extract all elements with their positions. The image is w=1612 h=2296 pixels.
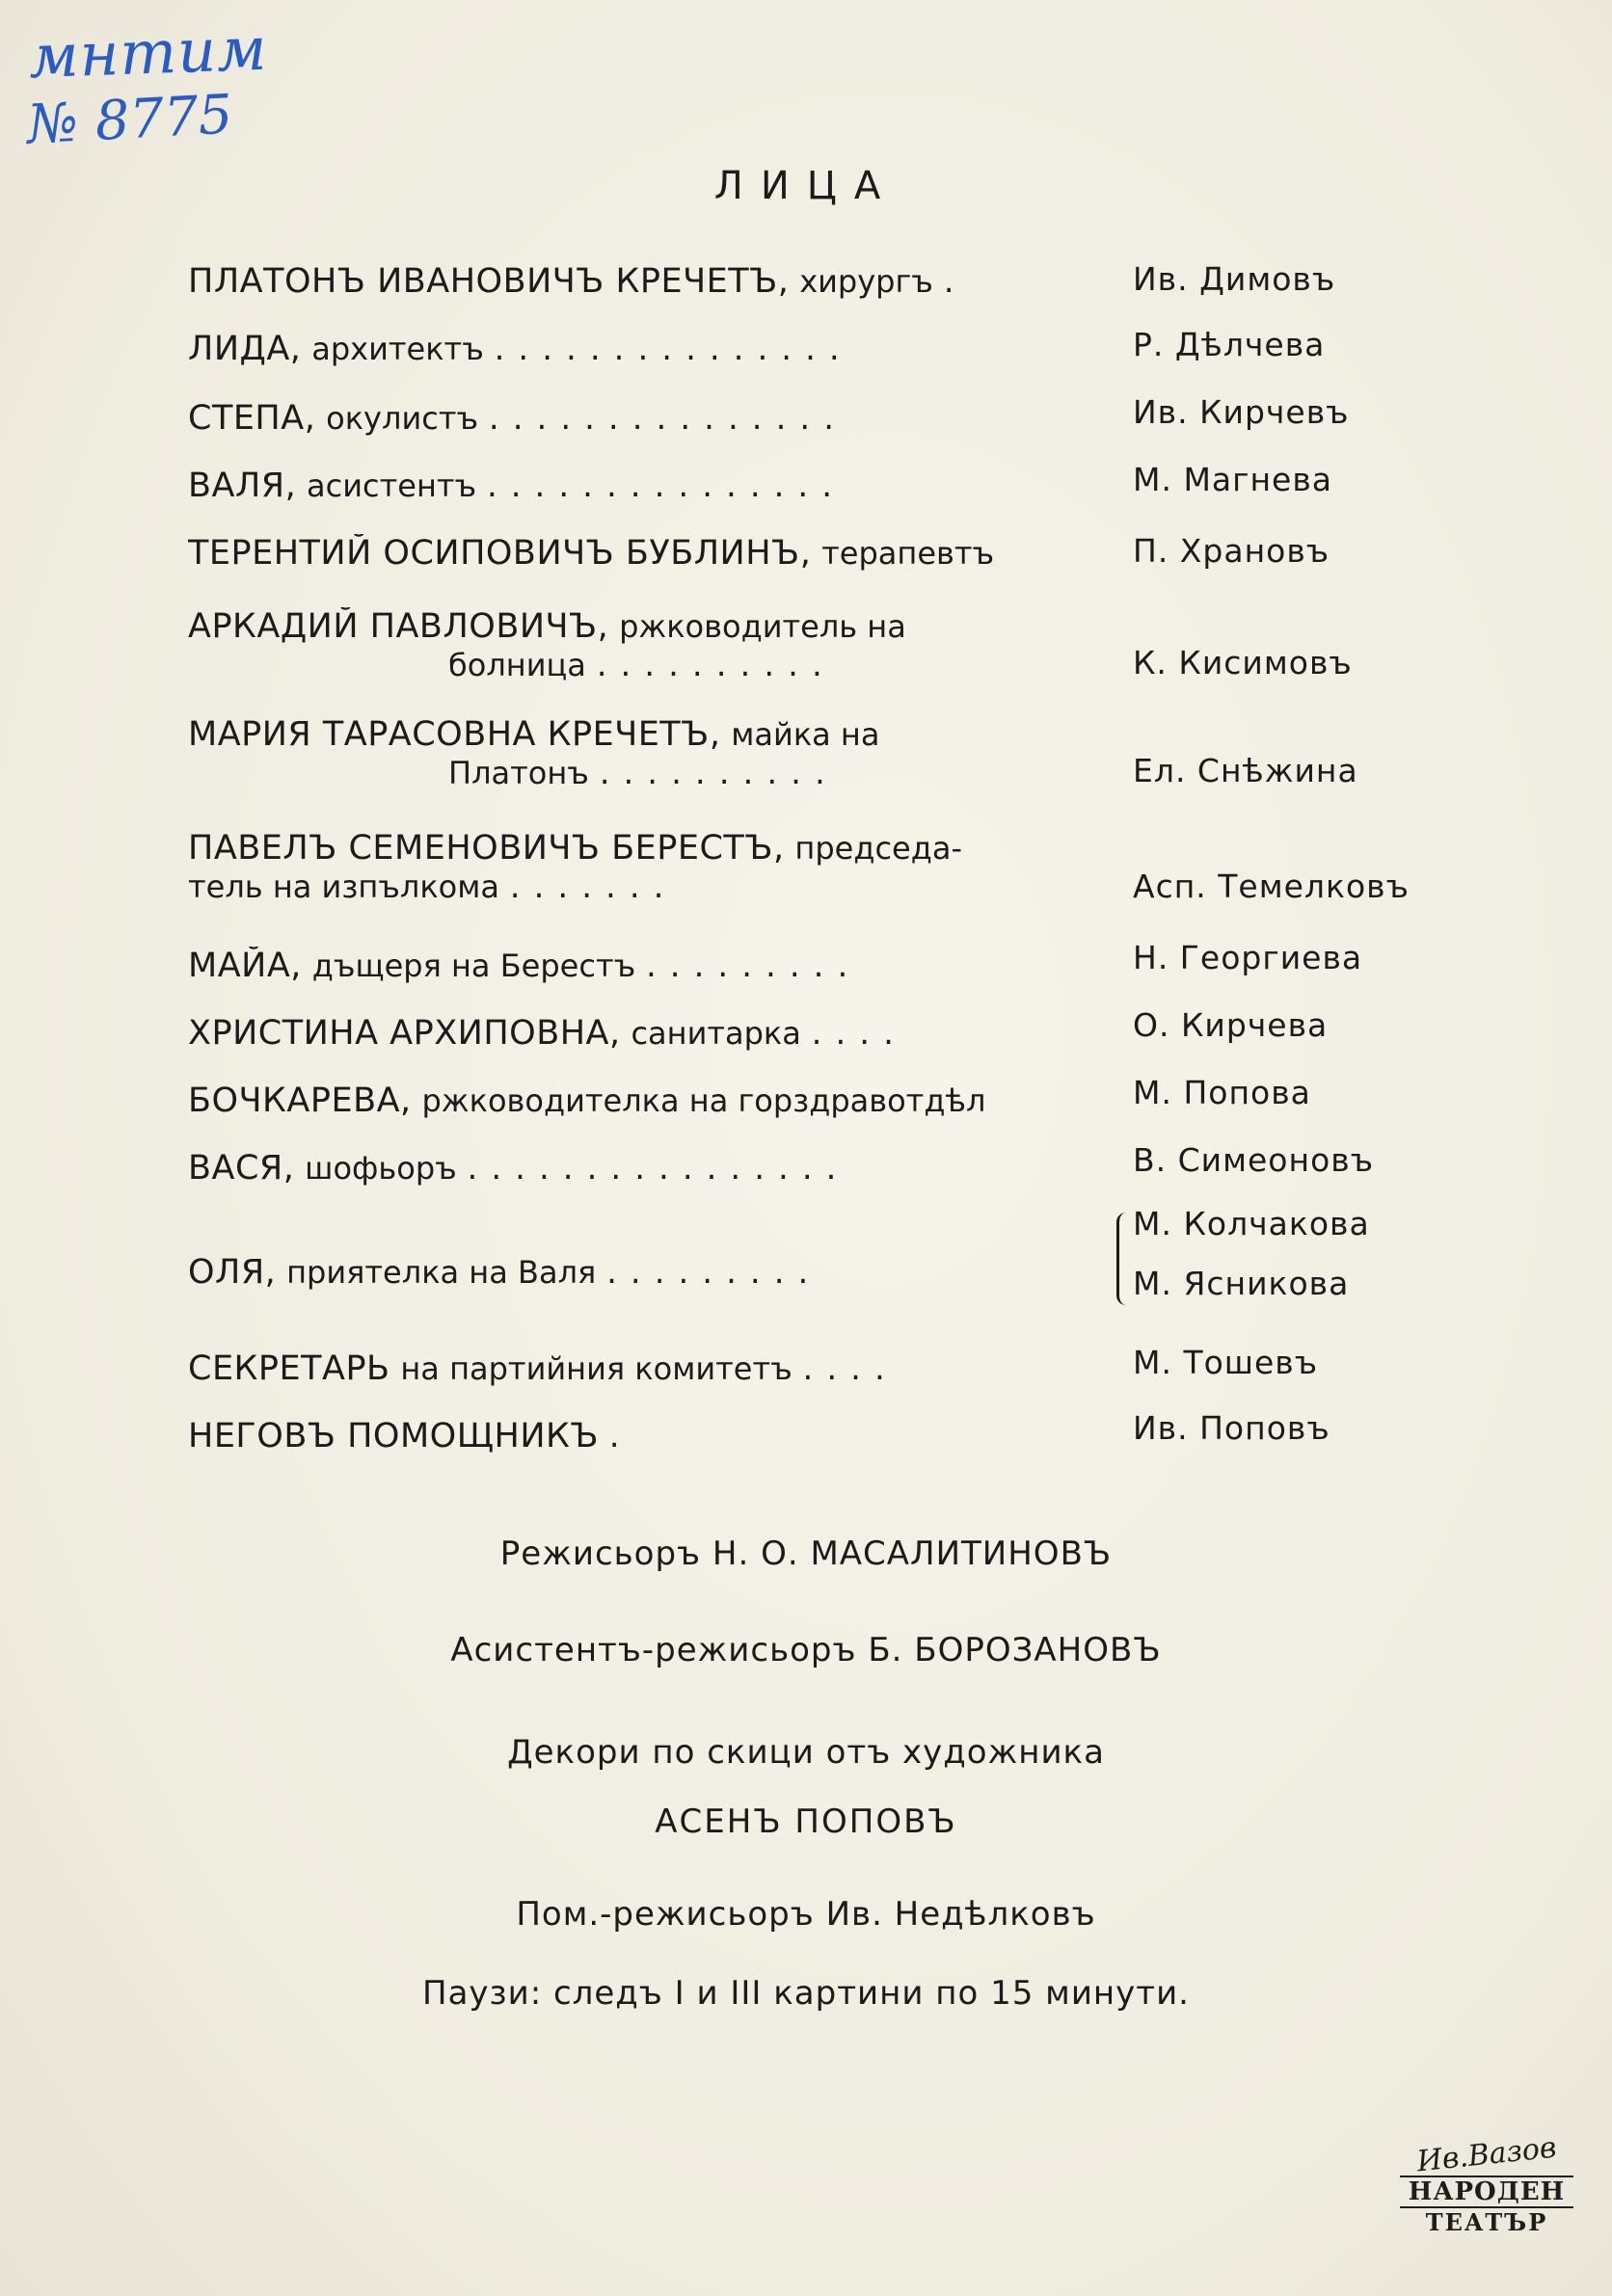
actor-name: В. Симеоновъ bbox=[1133, 1141, 1375, 1179]
character-desc: архитектъ bbox=[311, 331, 484, 367]
character-desc-cont: Платонъ bbox=[448, 755, 589, 791]
character-desc: ржководитель на bbox=[619, 608, 906, 645]
archive-stamp-line1: мнтим bbox=[27, 13, 269, 93]
character-name: МАЙА, bbox=[188, 947, 302, 985]
character-desc: дъщеря на Берестъ bbox=[311, 948, 636, 984]
character-name: ВАСЯ, bbox=[188, 1149, 295, 1188]
actor-name: О. Кирчева bbox=[1133, 1006, 1329, 1044]
intermission-note: Паузи: следъ I и III картини по 15 минути. bbox=[422, 1974, 1190, 2013]
character-desc-cont: тель на изпълкома bbox=[188, 868, 499, 905]
character-desc: окулистъ bbox=[326, 400, 479, 437]
archive-stamp-number: № 8775 bbox=[25, 83, 234, 157]
leader-dots: ....... bbox=[509, 868, 678, 906]
assistant-director-credit: Асистентъ-режисьоръ Б. БОРОЗАНОВЪ bbox=[450, 1631, 1162, 1669]
character-name: ПЛАТОНЪ ИВАНОВИЧЪ КРЕЧЕТЪ, bbox=[188, 262, 790, 301]
character-name: ПАВЕЛЪ СЕМЕНОВИЧЪ БЕРЕСТЪ, bbox=[188, 829, 785, 868]
actor-name: М. Магнева bbox=[1133, 461, 1333, 498]
actor-name: Ив. Димовъ bbox=[1133, 260, 1336, 298]
actor-name: М. Колчакова bbox=[1133, 1205, 1370, 1242]
decor-credit: Декори по скици отъ художника bbox=[507, 1733, 1105, 1772]
director-credit: Режисьоръ Н. О. МАСАЛИТИНОВЪ bbox=[499, 1535, 1113, 1573]
leader-dots: .... bbox=[802, 1349, 899, 1388]
leader-dots: ............... bbox=[486, 467, 846, 505]
character-name: АРКАДИЙ ПАВЛОВИЧЪ, bbox=[188, 607, 609, 646]
character-name: ЛИДА, bbox=[188, 330, 302, 368]
character-name: ВАЛЯ, bbox=[188, 467, 297, 505]
character-desc-cont: болница bbox=[448, 647, 586, 683]
actor-name: К. Кисимовъ bbox=[1133, 644, 1353, 681]
national-theatre-logo bbox=[1400, 2130, 1573, 2263]
character-desc: председа- bbox=[794, 830, 963, 867]
actor-name: Ел. Снѣжина bbox=[1133, 752, 1358, 789]
character-desc: приятелка на Валя bbox=[286, 1254, 597, 1291]
logo-signature: Ив.Вазов bbox=[1415, 2130, 1558, 2179]
logo-line1: НАРОДЕН bbox=[1400, 2176, 1573, 2208]
character-name: ТЕРЕНТИЙ ОСИПОВИЧЪ БУБЛИНЪ, bbox=[188, 534, 812, 573]
artist-name: АСЕНЪ ПОПОВЪ bbox=[655, 1802, 957, 1841]
character-name: СТЕПА, bbox=[188, 399, 316, 438]
actor-name-alt: М. Ясникова bbox=[1133, 1265, 1350, 1302]
character-desc: терапевтъ bbox=[821, 535, 995, 572]
character-name: СЕКРЕТАРЬ bbox=[188, 1349, 390, 1388]
leader-dots: ............... bbox=[488, 399, 848, 438]
character-desc: шофьоръ bbox=[305, 1150, 457, 1187]
character-name: НЕГОВЪ ПОМОЩНИКЪ bbox=[188, 1417, 599, 1455]
brace bbox=[1116, 1213, 1129, 1305]
leader-dots: .......... bbox=[596, 646, 836, 684]
character-name: МАРИЯ ТАРАСОВНА КРЕЧЕТЪ, bbox=[188, 715, 721, 754]
character-name: ХРИСТИНА АРХИПОВНА, bbox=[188, 1014, 621, 1053]
character-name: БОЧКАРЕВА, bbox=[188, 1081, 412, 1120]
leader-dots: .... bbox=[811, 1014, 907, 1053]
actor-name: Ив. Поповъ bbox=[1133, 1409, 1330, 1447]
actor-name: М. Тошевъ bbox=[1133, 1344, 1319, 1381]
page-title: ЛИЦА bbox=[713, 164, 899, 208]
actor-name: П. Храновъ bbox=[1133, 532, 1330, 570]
character-desc: санитарка bbox=[631, 1015, 801, 1052]
character-desc: хирургъ bbox=[799, 263, 933, 300]
leader-dots: ......... bbox=[606, 1253, 822, 1292]
leader-dots: . bbox=[943, 262, 968, 301]
leader-dots: ................ bbox=[467, 1149, 850, 1188]
actor-name: М. Попова bbox=[1133, 1074, 1311, 1111]
leader-dots: .......... bbox=[599, 754, 839, 792]
character-name: ОЛЯ, bbox=[188, 1253, 277, 1292]
actor-name: Асп. Темелковъ bbox=[1133, 868, 1410, 905]
actor-name: Ив. Кирчевъ bbox=[1133, 393, 1350, 431]
character-desc: на партийния комитетъ bbox=[400, 1350, 793, 1387]
logo-line2: ТЕАТЪР bbox=[1425, 2208, 1548, 2236]
actor-name: Н. Георгиева bbox=[1133, 939, 1363, 976]
leader-dots: . bbox=[608, 1417, 633, 1455]
character-desc: ржководителка на горздравотдѣл bbox=[421, 1082, 986, 1119]
character-desc: майка на bbox=[731, 716, 880, 753]
character-desc: асистентъ bbox=[307, 467, 477, 504]
actor-name: Р. Дѣлчева bbox=[1133, 326, 1326, 363]
leader-dots: ............... bbox=[494, 330, 853, 368]
stage-manager-credit: Пом.-режисьоръ Ив. Недѣлковъ bbox=[516, 1895, 1096, 1934]
leader-dots: ......... bbox=[646, 947, 862, 985]
